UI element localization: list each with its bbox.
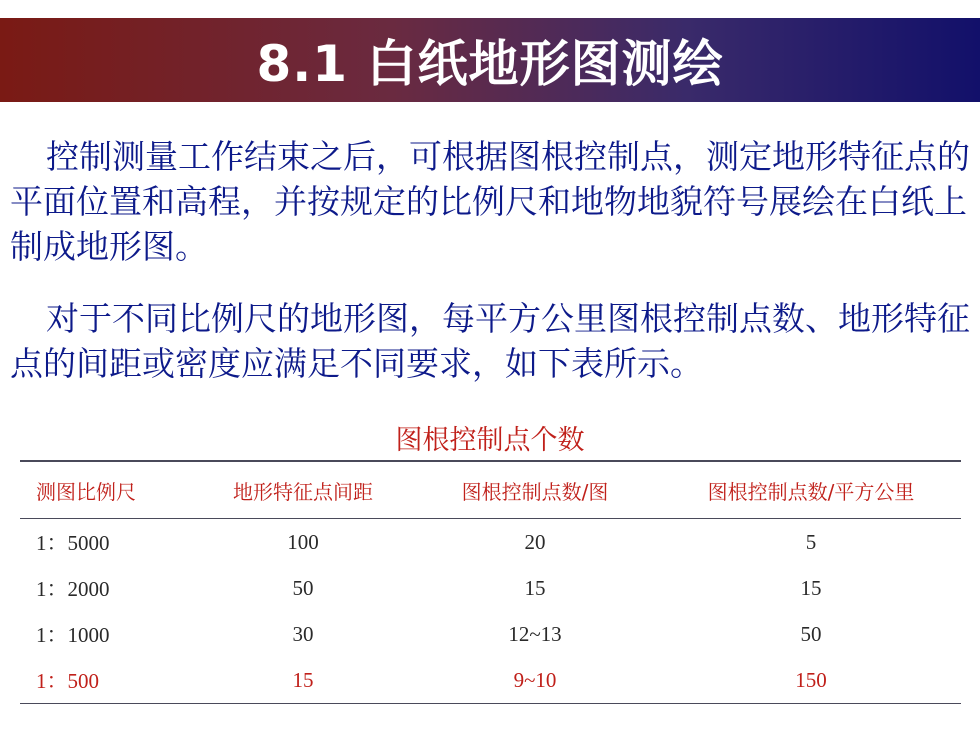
cell-per-sqkm: 50: [800, 621, 822, 646]
cell-per-sqkm: 5: [805, 529, 817, 554]
cell-per-sheet: 20: [524, 529, 546, 554]
table-row: [20, 519, 961, 566]
table-row: [20, 565, 961, 611]
title-banner: [0, 18, 980, 102]
slide-title: 8.1 白纸地形图测绘: [256, 35, 724, 93]
table-header-row: [20, 461, 961, 519]
header-scale: 测图比例尺: [20, 461, 197, 519]
table-row: [20, 611, 961, 657]
cell-per-sqkm: 150: [661, 657, 961, 704]
cell-spacing: 30: [292, 621, 314, 646]
cell-per-sheet: 9~10: [409, 657, 661, 704]
table-row: [20, 657, 961, 704]
cell-spacing: 15: [197, 657, 409, 704]
cell-scale: 1：1000: [36, 623, 110, 647]
cell-scale: 1：500: [20, 657, 197, 704]
cell-scale: 1：2000: [36, 577, 110, 601]
table-caption: 图根控制点个数: [395, 425, 585, 456]
cell-per-sheet: 12~13: [508, 621, 562, 646]
control-points-table: [20, 460, 961, 704]
header-points-per-sqkm: 图根控制点数/平方公里: [661, 461, 961, 519]
cell-spacing: 50: [292, 575, 314, 600]
cell-spacing: 100: [287, 529, 319, 554]
paragraph-intro: 控制测量工作结束之后，可根据图根控制点，测定地形特征点的平面位置和高程，并按规定的比例尺和地物地貌符号展绘在白纸上制成地形图。: [10, 137, 970, 266]
cell-per-sqkm: 15: [800, 575, 822, 600]
header-points-per-sheet: 图根控制点数/图: [409, 461, 661, 519]
paragraph-requirements: 对于不同比例尺的地形图，每平方公里图根控制点数、地形特征点的间距或密度应满足不同要求，如下表所示。: [10, 299, 970, 383]
header-feature-spacing: 地形特征点间距: [197, 461, 409, 519]
cell-scale: 1：5000: [36, 531, 110, 555]
cell-per-sheet: 15: [524, 575, 546, 600]
